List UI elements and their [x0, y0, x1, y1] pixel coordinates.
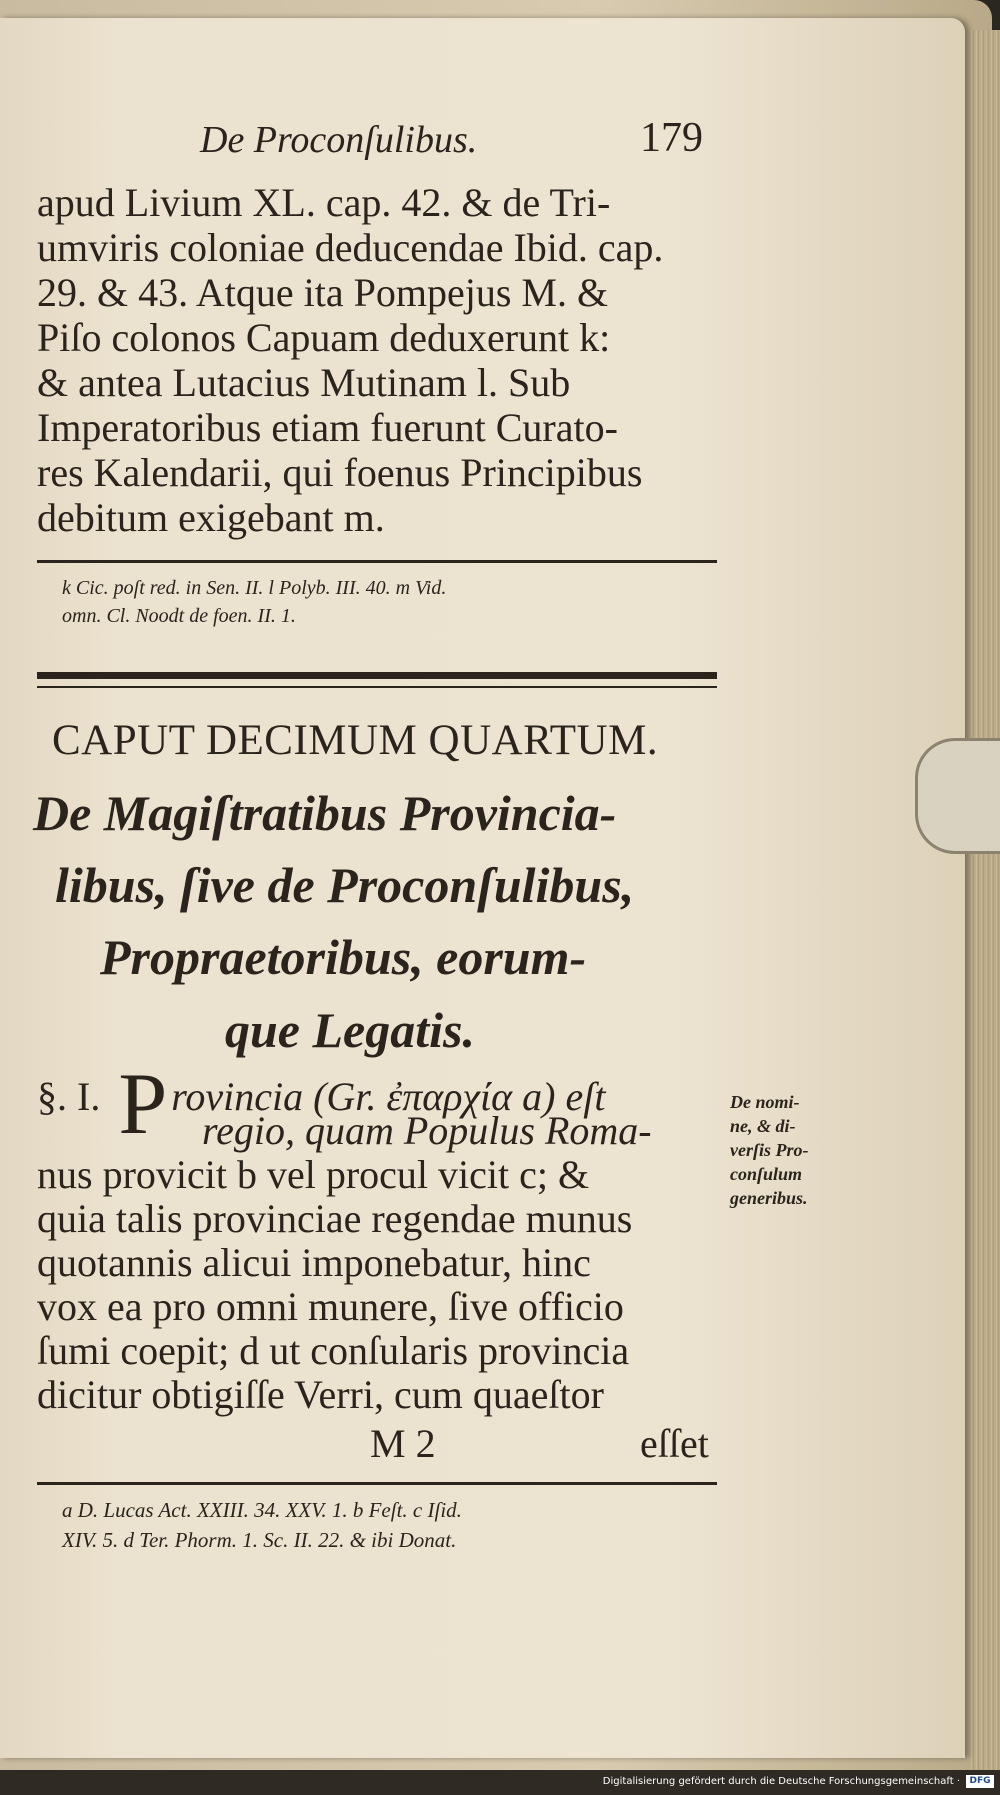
- text-line: vox ea pro omni munere, ſive officio: [37, 1284, 624, 1329]
- text-line: res Kalendarii, qui foenus Principibus: [37, 450, 643, 495]
- text-line: Piſo colonos Capuam deduxerunt k:: [37, 315, 611, 360]
- drop-cap: P: [118, 1056, 168, 1153]
- signature-mark: M 2: [370, 1421, 436, 1466]
- section-label: §. I.: [37, 1074, 101, 1119]
- margin-note-line: generibus.: [730, 1188, 808, 1208]
- text-line: ſumi coepit; d ut conſularis provincia: [37, 1328, 630, 1373]
- chapter-title-line: Propraetoribus, eorum-: [100, 929, 587, 985]
- page-number: 179: [640, 115, 703, 161]
- running-title: De Proconſulibus.: [200, 119, 478, 161]
- text-line: Imperatoribus etiam fuerunt Curato-: [37, 405, 618, 450]
- footnotes-top: [62, 574, 446, 630]
- margin-note-line: ne, & di-: [730, 1116, 796, 1136]
- margin-note-line: verſis Pro-: [730, 1140, 809, 1160]
- chapter-title-line: que Legatis.: [225, 1002, 475, 1058]
- footnotes-bottom: [62, 1495, 462, 1555]
- footnote-rule: [37, 560, 717, 563]
- chapter-title-line: libus, ſive de Proconſulibus,: [55, 857, 635, 913]
- chapter-rule-thin: [37, 686, 717, 688]
- section-text: [37, 1056, 652, 1417]
- page-tab: [915, 738, 1000, 854]
- text-line: quotannis alicui imponebatur, hinc: [37, 1240, 591, 1285]
- text-line: umviris coloniae deducendae Ibid. cap.: [37, 225, 664, 270]
- margin-note-line: De nomi-: [730, 1092, 800, 1112]
- chapter-title-line: De Magiſtratibus Provincia-: [33, 785, 617, 841]
- text-line: dicitur obtigiſſe Verri, cum quaeſtor: [37, 1372, 604, 1417]
- digitization-credit: Digitalisierung gefördert durch die Deutsche Forschungsgemeinschaft ·: [602, 1776, 960, 1787]
- footnote-line: a D. Lucas Act. XXIII. 34. XXV. 1. b Feſt. c Iſid.: [62, 1498, 462, 1522]
- footnote-line: omn. Cl. Noodt de foen. II. 1.: [62, 605, 296, 627]
- text-line: & antea Lutacius Mutinam l. Sub: [37, 360, 571, 405]
- text-line: rovincia (Gr. ἐπαρχία a) eſt: [171, 1074, 606, 1119]
- dfg-logo: DFG: [966, 1775, 994, 1788]
- footnote-line: XIV. 5. d Ter. Phorm. 1. Sc. II. 22. & ibi Donat.: [62, 1528, 457, 1552]
- page-edges: [970, 30, 1000, 1770]
- footnote-rule: [37, 1482, 717, 1485]
- chapter-number: CAPUT DECIMUM QUARTUM.: [52, 717, 659, 764]
- text-line: apud Livium XL. cap. 42. & de Tri-: [37, 180, 611, 225]
- margin-note: [730, 1090, 808, 1210]
- text-line: regio, quam Populus Roma-: [202, 1108, 652, 1153]
- catchword: eſſet: [640, 1421, 709, 1466]
- text-line: nus provicit b vel procul vicit c; &: [37, 1152, 590, 1197]
- top-text: [37, 180, 663, 540]
- chapter-rule-thick: [37, 672, 717, 679]
- footnote-line: k Cic. poſt red. in Sen. II. l Polyb. III. 40. m Vid.: [62, 577, 447, 599]
- margin-note-line: conſulum: [730, 1164, 803, 1184]
- text-line: 29. & 43. Atque ita Pompejus M. &: [37, 270, 609, 315]
- text-line: quia talis provinciae regendae munus: [37, 1196, 633, 1241]
- text-line: debitum exigebant m.: [37, 495, 385, 540]
